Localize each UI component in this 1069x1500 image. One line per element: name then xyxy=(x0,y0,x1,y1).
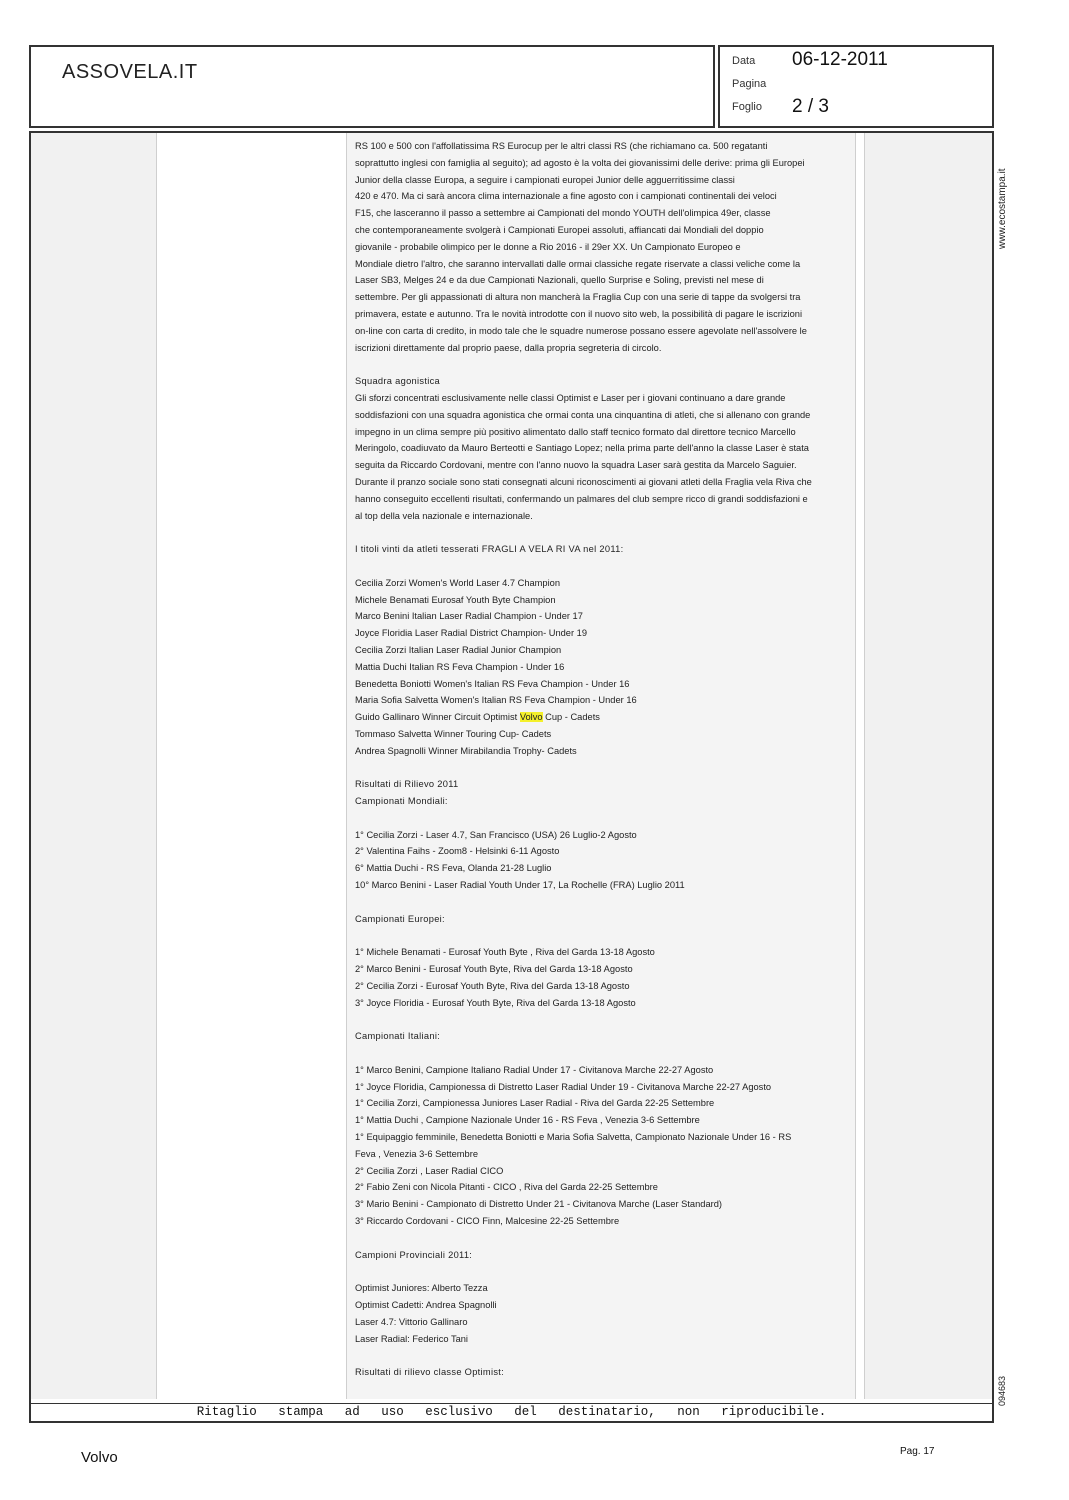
list-item: Tommaso Salvetta Winner Touring Cup- Cadets xyxy=(355,728,552,739)
right-margin-column xyxy=(865,133,992,1399)
text-line: Gli sforzi concentrati esclusivamente nelle classi Optimist e Laser per i giovani continuano a dare grande xyxy=(355,392,786,403)
list-item: 2° Cecilia Zorzi , Laser Radial CICO xyxy=(355,1165,504,1176)
list-item: 3° Riccardo Cordovani - CICO Finn, Malcesine 22-25 Settembre xyxy=(355,1216,620,1226)
text-line: hanno conseguito eccellenti risultati, confermando un palmares del club sempre ricco di grandi soddisfazioni e xyxy=(355,493,808,504)
list-item: Cecilia Zorzi Women's World Laser 4.7 Champion xyxy=(355,577,561,588)
article-body xyxy=(355,138,847,1381)
list-item: Marco Benini Italian Laser Radial Champion - Under 17 xyxy=(355,611,583,622)
text-line: Meringolo, coadiuvato da Mauro Berteotti e Santiago Lopez; nella prima parte dell'anno la classe Laser è stata xyxy=(355,443,809,454)
sheet-label: Foglio xyxy=(732,101,762,113)
list-item: 2° Valentina Faihs - Zoom8 - Helsinki 6-11 Agosto xyxy=(355,846,560,857)
list-item: Optimist Juniores: Alberto Tezza xyxy=(355,1283,488,1294)
section-heading: Campionati Mondiali: xyxy=(355,796,448,807)
list-item xyxy=(355,709,847,726)
side-code-text: 094683 xyxy=(997,1375,1007,1406)
text-line: soprattutto inglesi con famiglia al seguito); ad agosto è la volta dei giovanissimi delle derive: prima gli Europei xyxy=(355,157,805,168)
text-line: settembre. Per gli appassionati di altura non mancherà la Fraglia Cup con una serie di tappe da svolgersi tra xyxy=(355,292,801,303)
text-line: primavera, estate e autunno. Tra le novità introdotte con il nuovo sito web, la possibilità di pagare le iscrizioni xyxy=(355,308,803,319)
section-heading: Campionati Italiani: xyxy=(355,1031,441,1042)
list-item: 2° Marco Benini - Eurosaf Youth Byte, Riva del Garda 13-18 Agosto xyxy=(355,964,633,975)
source-name: ASSOVELA.IT xyxy=(62,61,198,83)
list-item: 3° Joyce Floridia - Eurosaf Youth Byte, Riva del Garda 13-18 Agosto xyxy=(355,997,636,1008)
text-line: giovanile - probabile olimpico per le donne a Rio 2016 - il 29er XX. Un Campionato Europeo e xyxy=(355,241,741,252)
list-item: 3° Mario Benini - Campionato di Distretto Under 21 - Civitanova Marche (Laser Standard) xyxy=(355,1199,722,1210)
list-item: Benedetta Boniotti Women's Italian RS Feva Champion - Under 16 xyxy=(355,678,630,689)
side-url-text: www.ecostampa.it xyxy=(997,168,1008,249)
list-item: 2° Cecilia Zorzi - Eurosaf Youth Byte, Riva del Garda 13-18 Agosto xyxy=(355,980,630,991)
text-line: RS 100 e 500 con l'affollatissima RS Eurocup per le altri classi RS (che richiamano ca. 500 regatanti xyxy=(355,141,768,151)
footer-divider xyxy=(31,1403,992,1404)
list-item: Laser 4.7: Vittorio Gallinaro xyxy=(355,1316,468,1327)
keyword-highlight: Volvo xyxy=(519,712,543,723)
date-value: 06-12-2011 xyxy=(792,49,888,70)
side-code xyxy=(997,1368,1009,1408)
list-item: 10° Marco Benini - Laser Radial Youth Under 17, La Rochelle (FRA) Luglio 2011 xyxy=(355,880,685,891)
header-source-box xyxy=(29,45,715,128)
page-label: Pagina xyxy=(732,78,767,90)
text-line: F15, che lasceranno il passo a settembre ai Campionati del mondo YOUTH dell'olimpica 49er, classe xyxy=(355,208,771,219)
column-divider xyxy=(156,133,157,1399)
header-meta-box xyxy=(718,45,994,128)
left-margin-column xyxy=(31,133,156,1399)
date-label: Data xyxy=(732,55,756,67)
sheet-value: 2 / 3 xyxy=(792,96,829,117)
section-heading: Risultati di Rilievo 2011 xyxy=(355,779,459,790)
list-item: Laser Radial: Federico Tani xyxy=(355,1333,469,1344)
text-line: che contemporaneamente svolgerà i Campionati Europei assoluti, affiancati dai Mondiali del doppio xyxy=(355,224,764,235)
list-item-text: Cup - Cadets xyxy=(542,712,600,723)
column-divider xyxy=(864,133,865,1399)
list-item: 1° Michele Benamati - Eurosaf Youth Byte , Riva del Garda 13-18 Agosto xyxy=(355,947,655,958)
list-item: Maria Sofia Salvetta Women's Italian RS Feva Champion - Under 16 xyxy=(355,695,637,706)
text-line: on-line con carta di credito, in modo tale che le squadre numerose possano essere agevolate nell'assolvere le xyxy=(355,325,807,336)
section-heading: Risultati di rilievo classe Optimist: xyxy=(355,1367,505,1378)
section-heading: Campioni Provinciali 2011: xyxy=(355,1249,473,1260)
list-item: Joyce Floridia Laser Radial District Champion- Under 19 xyxy=(355,628,588,639)
text-line: soddisfazioni con una squadra agonistica che ormai conta una cinquantina di atleti, che si allenano con grande xyxy=(355,409,811,420)
text-line: Junior della classe Europa, a seguire i campionati europei Junior delle agguerritissime classi xyxy=(355,174,735,185)
list-item: Mattia Duchi Italian RS Feva Champion - Under 16 xyxy=(355,661,565,672)
section-heading: I titoli vinti da atleti tesserati FRAGLI A VELA RI VA nel 2011: xyxy=(355,544,624,555)
section-heading: Squadra agonistica xyxy=(355,376,440,387)
text-line: Mondiale dietro l'altro, che saranno intervallati dalle ormai classiche regate riservate a classi veliche come la xyxy=(355,258,801,269)
list-item: Feva , Venezia 3-6 Settembre xyxy=(355,1148,478,1159)
page-number: Pag. 17 xyxy=(900,1446,935,1457)
text-line: seguita da Riccardo Cordovani, mentre con l'anno nuovo la squadra Laser sarà gestita da Marcelo Saguier. xyxy=(355,460,797,471)
section-heading: Campionati Europei: xyxy=(355,913,445,924)
text-line: impegno in un clima sempre più positivo alimentato dallo staff tecnico formato dal direttore tecnico Marcello xyxy=(355,426,796,437)
list-item: Cecilia Zorzi Italian Laser Radial Junior Champion xyxy=(355,644,562,655)
list-item: 1° Mattia Duchi , Campione Nazionale Under 16 - RS Feva , Venezia 3-6 Settembre xyxy=(355,1115,700,1126)
list-item: Andrea Spagnolli Winner Mirabilandia Trophy- Cadets xyxy=(355,745,577,756)
text-line: 420 e 470. Ma ci sarà ancora clima internazionale a fine agosto con i campionati continentali dei veloci xyxy=(355,191,777,202)
text-line: al top della vela nazionale e internazionale. xyxy=(355,510,533,521)
list-item: Michele Benamati Eurosaf Youth Byte Champion xyxy=(355,594,556,605)
list-item: 1° Cecilia Zorzi - Laser 4.7, San Francisco (USA) 26 Luglio-2 Agosto xyxy=(355,829,637,840)
list-item-text: Guido Gallinaro Winner Circuit Optimist xyxy=(355,712,520,723)
keyword-label: Volvo xyxy=(81,1449,118,1466)
clipping-disclaimer: Ritaglio stampa ad uso esclusivo del destinatario, non riproducibile. xyxy=(196,1405,827,1419)
text-line: Laser SB3, Melges 24 e da due Campionati Nazionali, quello Surprise e Soling, previsti nel mese di xyxy=(355,275,764,286)
list-item: 1° Joyce Floridia, Campionessa di Distretto Laser Radial Under 19 - Civitanova Marche 22-27 Agosto xyxy=(355,1081,772,1092)
list-item: 1° Marco Benini, Campione Italiano Radial Under 17 - Civitanova Marche 22-27 Agosto xyxy=(355,1064,714,1075)
list-item: 2° Fabio Zeni con Nicola Pitanti - CICO , Riva del Garda 22-25 Settembre xyxy=(355,1182,658,1193)
list-item: 6° Mattia Duchi - RS Feva, Olanda 21-28 Luglio xyxy=(355,863,552,874)
text-line: Durante il pranzo sociale sono stati consegnati alcuni riconoscimenti ai giovani atleti della Fraglia vela Riva che xyxy=(355,476,812,487)
text-line: iscrizioni direttamente dal proprio paese, dalla propria segreteria di circolo. xyxy=(355,342,662,353)
list-item: 1° Cecilia Zorzi, Campionessa Juniores Laser Radial - Riva del Garda 22-25 Settembre xyxy=(355,1098,715,1109)
list-item: Optimist Cadetti: Andrea Spagnolli xyxy=(355,1299,497,1310)
list-item: 1° Equipaggio femminile, Benedetta Boniotti e Maria Sofia Salvetta, Campionato Nazionale Under 16 - RS xyxy=(355,1132,792,1143)
side-url xyxy=(997,145,1011,255)
